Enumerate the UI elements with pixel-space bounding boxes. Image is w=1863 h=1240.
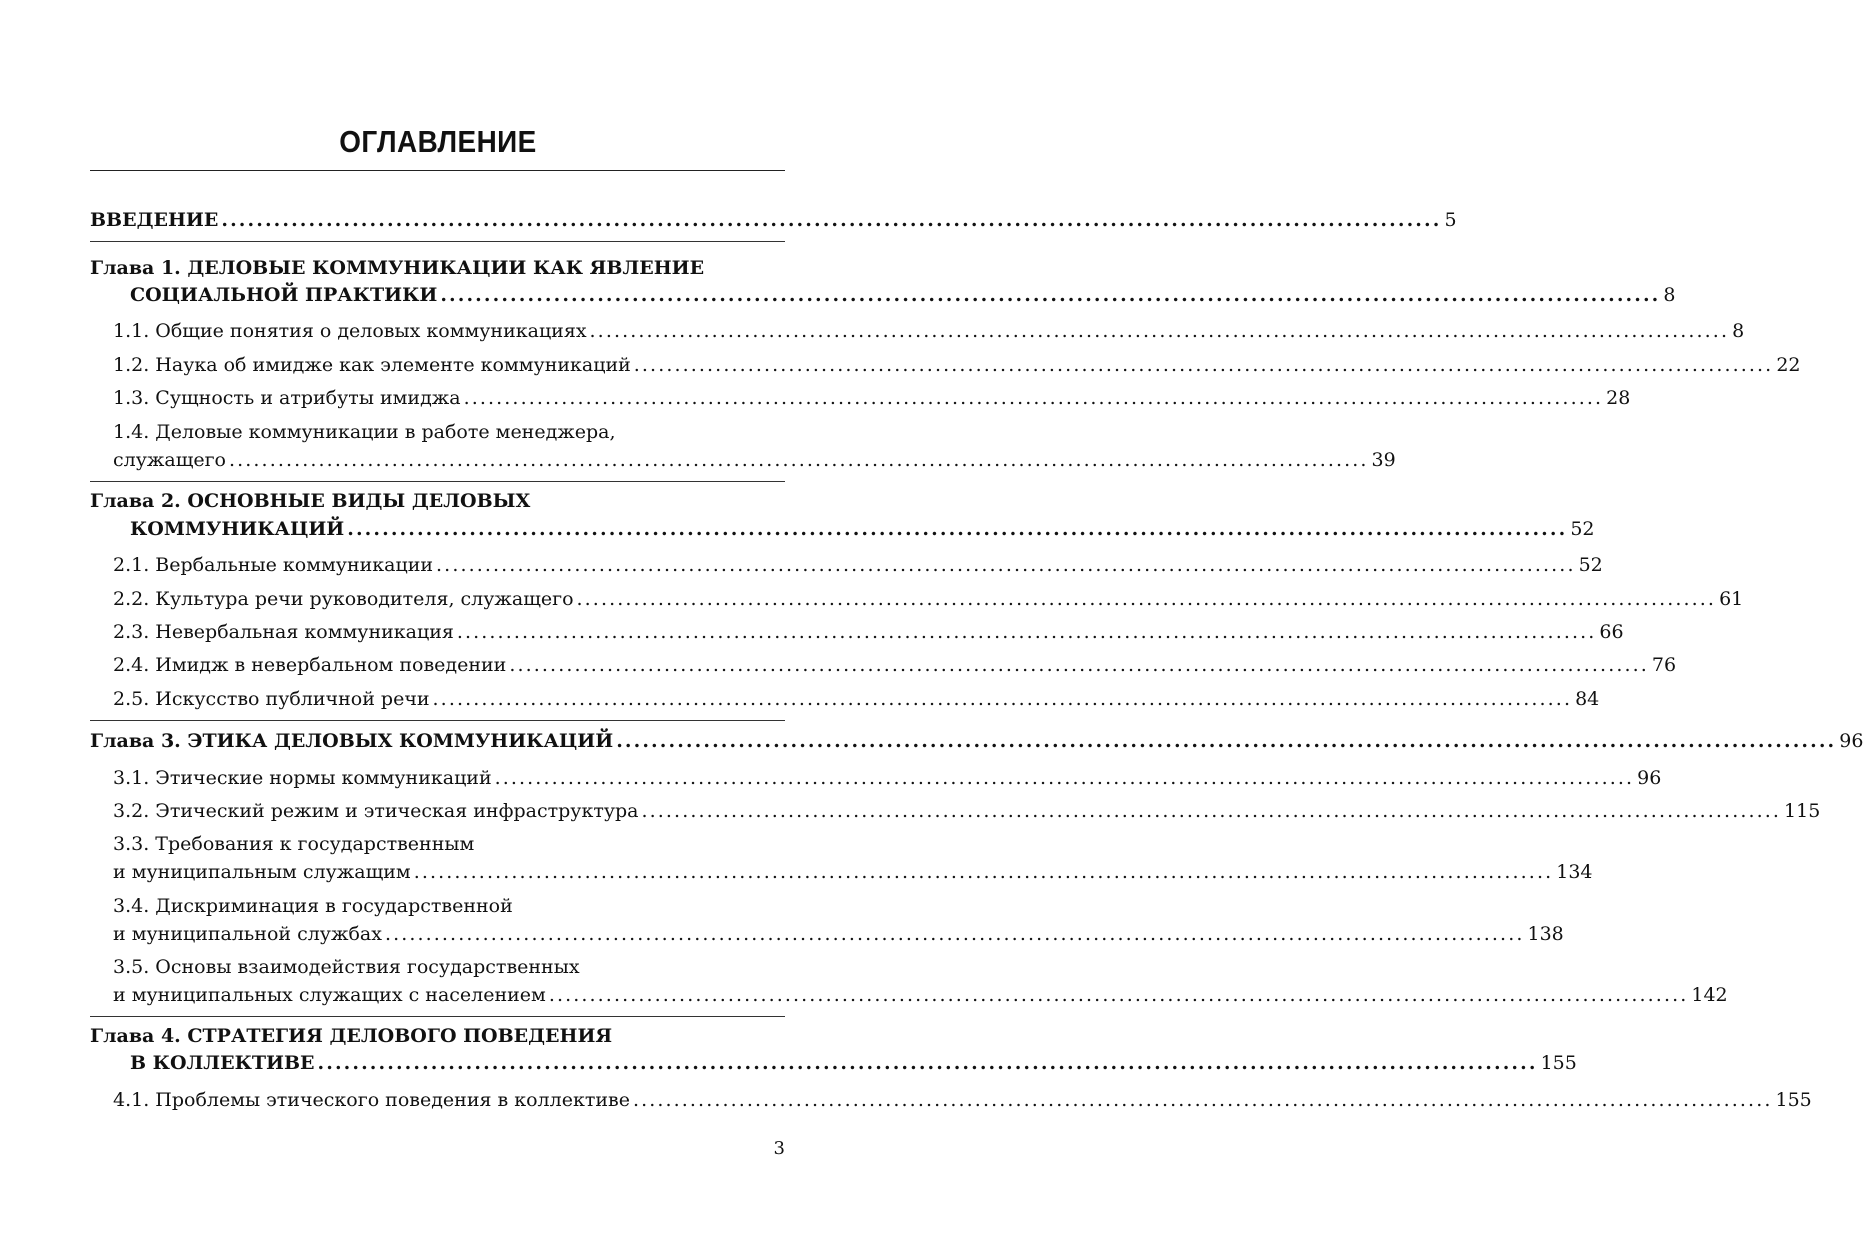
dot-leader: ............................................................................................................................................: [576, 588, 1717, 610]
toc-entry-2-3[interactable]: [113, 620, 1624, 644]
title-rule: [90, 170, 785, 171]
toc-entry-label: 3.2. Этический режим и этическая инфраструктура: [113, 800, 639, 822]
toc-page-number: 61: [1719, 588, 1744, 610]
dot-leader: ............................................................................................................................................: [641, 800, 1782, 822]
toc-entry-label: КОММУНИКАЦИЙ: [130, 518, 345, 540]
toc-entry-label: 1.1. Общие понятия о деловых коммуникациях: [113, 320, 587, 342]
toc-entry-label: 1.2. Наука об имидже как элементе коммуникаций: [113, 354, 631, 376]
toc-page-number: 66: [1599, 621, 1624, 643]
toc-entry-3-5[interactable]: [113, 983, 1728, 1007]
toc-entry-1-3[interactable]: [113, 386, 1631, 410]
toc-page-number: 52: [1570, 518, 1595, 540]
toc-page-number: 142: [1691, 984, 1728, 1006]
section-divider: [90, 1016, 785, 1017]
toc-entry-chapter-1[interactable]: [130, 283, 1676, 307]
dot-leader: ............................................................................................................................................: [616, 730, 1837, 752]
chapter-4-title-line1[interactable]: Глава 4. СТРАТЕГИЯ ДЕЛОВОГО ПОВЕДЕНИЯ: [90, 1025, 613, 1047]
toc-entry-label: служащего: [113, 449, 226, 471]
toc-entry-1-4[interactable]: [113, 448, 1396, 472]
toc-page-number: 39: [1371, 449, 1396, 471]
toc-page-number: 84: [1575, 688, 1600, 710]
toc-entry-2-4[interactable]: [113, 653, 1677, 677]
dot-leader: ............................................................................................................................................: [229, 449, 1369, 471]
dot-leader: ............................................................................................................................................: [221, 209, 1442, 231]
toc-entry-label: Глава 3. ЭТИКА ДЕЛОВЫХ КОММУНИКАЦИЙ: [90, 730, 614, 752]
page-number: 3: [773, 1138, 785, 1159]
dot-leader: ............................................................................................................................................: [463, 387, 1604, 409]
toc-page-number: 96: [1637, 767, 1662, 789]
toc-page-number: 115: [1784, 800, 1821, 822]
dot-leader: ............................................................................................................................................: [509, 654, 1649, 676]
toc-page-number: 5: [1444, 209, 1457, 231]
toc-entry-3-2[interactable]: [113, 799, 1821, 823]
toc-entry-2-2[interactable]: [113, 587, 1744, 611]
toc-entry-1-1[interactable]: [113, 319, 1745, 343]
toc-page-number: 52: [1578, 554, 1603, 576]
toc-entry-3-3-line1[interactable]: 3.3. Требования к государственным: [113, 833, 475, 855]
toc-entry-chapter-3[interactable]: [90, 729, 1863, 753]
toc-entry-label: В КОЛЛЕКТИВЕ: [130, 1052, 315, 1074]
toc-page-number: 155: [1540, 1052, 1577, 1074]
toc-entry-label: 2.3. Невербальная коммуникация: [113, 621, 454, 643]
toc-page-number: 155: [1775, 1089, 1812, 1111]
toc-entry-label: 1.3. Сущность и атрибуты имиджа: [113, 387, 461, 409]
toc-entry-3-5-line1[interactable]: 3.5. Основы взаимодействия государственных: [113, 956, 580, 978]
toc-entry-2-1[interactable]: [113, 553, 1603, 577]
toc-entry-label: ВВЕДЕНИЕ: [90, 209, 219, 231]
toc-entry-4-1[interactable]: [113, 1088, 1812, 1112]
toc-entry-chapter-2[interactable]: [130, 517, 1595, 541]
toc-entry-3-3[interactable]: [113, 860, 1593, 884]
page-title: ОГЛАВЛЕНИЕ: [339, 124, 537, 159]
toc-page-number: 8: [1732, 320, 1745, 342]
toc-entry-intro[interactable]: [90, 208, 1457, 232]
toc-page-number: 22: [1776, 354, 1801, 376]
dot-leader: ............................................................................................................................................: [440, 284, 1661, 306]
dot-leader: ............................................................................................................................................: [589, 320, 1730, 342]
dot-leader: ............................................................................................................................................: [456, 621, 1597, 643]
toc-page-number: 134: [1556, 861, 1593, 883]
dot-leader: ............................................................................................................................................: [384, 923, 1525, 945]
section-divider: [90, 241, 785, 242]
toc-entry-3-4-line1[interactable]: 3.4. Дискриминация в государственной: [113, 895, 513, 917]
dot-leader: ............................................................................................................................................: [632, 1089, 1773, 1111]
dot-leader: ............................................................................................................................................: [317, 1052, 1538, 1074]
toc-entry-label: 3.1. Этические нормы коммуникаций: [113, 767, 492, 789]
toc-page-number: 76: [1651, 654, 1677, 676]
section-divider: [90, 720, 785, 721]
toc-entry-label: СОЦИАЛЬНОЙ ПРАКТИКИ: [130, 284, 438, 306]
toc-page-number: 28: [1606, 387, 1631, 409]
toc-page-number: 138: [1527, 923, 1564, 945]
toc-entry-label: 2.5. Искусство публичной речи: [113, 688, 430, 710]
toc-page-number: 96: [1839, 730, 1863, 752]
section-divider: [90, 481, 785, 482]
toc-entry-1-2[interactable]: [113, 353, 1801, 377]
chapter-2-title-line1[interactable]: Глава 2. ОСНОВНЫЕ ВИДЫ ДЕЛОВЫХ: [90, 490, 531, 512]
toc-entry-label: 2.2. Культура речи руководителя, служащего: [113, 588, 574, 610]
toc-entry-label: 2.1. Вербальные коммуникации: [113, 554, 434, 576]
toc-entry-label: 4.1. Проблемы этического поведения в коллективе: [113, 1089, 630, 1111]
toc-entry-3-1[interactable]: [113, 766, 1662, 790]
dot-leader: ............................................................................................................................................: [432, 688, 1573, 710]
dot-leader: ............................................................................................................................................: [347, 518, 1568, 540]
dot-leader: ............................................................................................................................................: [413, 861, 1554, 883]
toc-entry-label: 2.4. Имидж в невербальном поведении: [113, 654, 507, 676]
toc-entry-label: и муниципальных служащих с населением: [113, 984, 546, 1006]
toc-entry-label: и муниципальной службах: [113, 923, 382, 945]
dot-leader: ............................................................................................................................................: [436, 554, 1576, 576]
chapter-1-title-line1[interactable]: Глава 1. ДЕЛОВЫЕ КОММУНИКАЦИИ КАК ЯВЛЕНИЕ: [90, 257, 705, 279]
dot-leader: ............................................................................................................................................: [494, 767, 1635, 789]
toc-page-number: 8: [1663, 284, 1676, 306]
toc-entry-label: и муниципальным служащим: [113, 861, 411, 883]
dot-leader: ............................................................................................................................................: [548, 984, 1689, 1006]
toc-entry-chapter-4[interactable]: [130, 1051, 1577, 1075]
toc-entry-1-4-line1[interactable]: 1.4. Деловые коммуникации в работе менеджера,: [113, 421, 616, 443]
dot-leader: ............................................................................................................................................: [633, 354, 1774, 376]
toc-entry-3-4[interactable]: [113, 922, 1564, 946]
toc-entry-2-5[interactable]: [113, 687, 1600, 711]
